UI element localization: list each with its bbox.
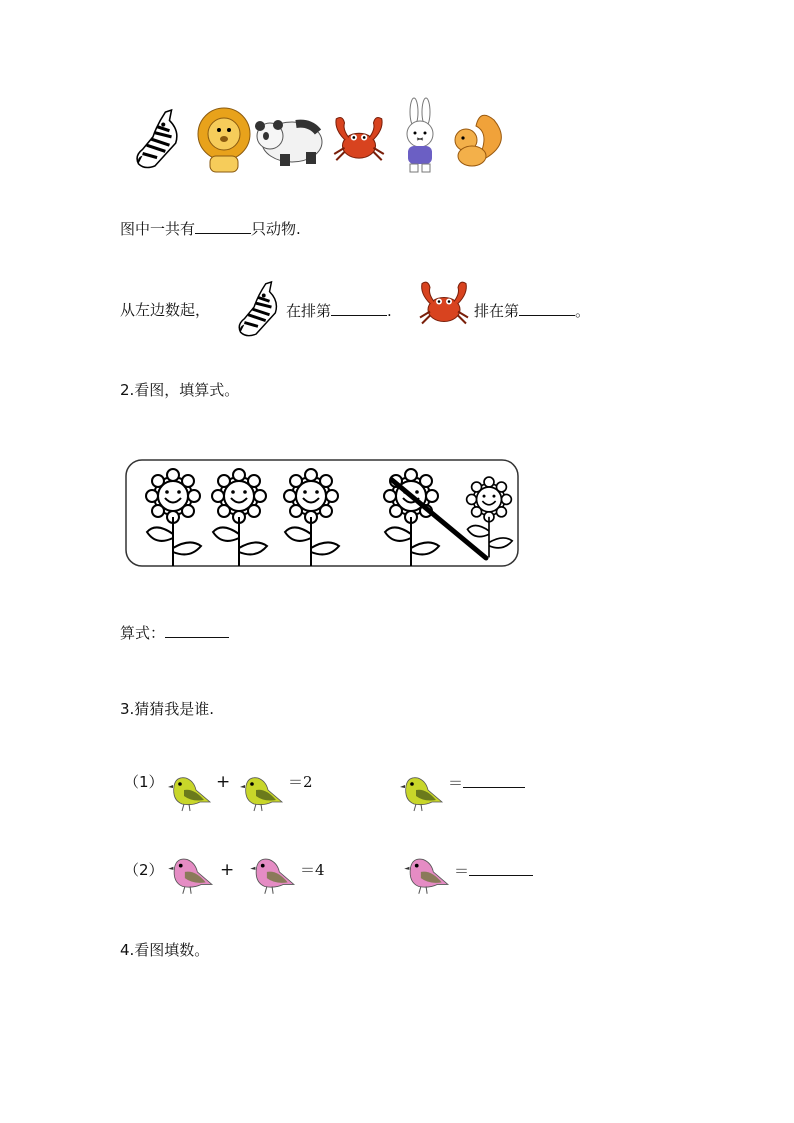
squirrel-icon [455,115,501,166]
crab-icon [334,117,384,160]
q4-title: 4.看图填数。 [120,941,210,959]
row1-label: （1） [124,773,164,791]
pink-bird-icon [398,852,450,896]
rabbit-icon [407,98,433,172]
row2-answer-blank[interactable] [469,860,533,876]
row2-answer [454,860,533,881]
formula-blank[interactable] [165,622,229,638]
crab-icon [414,274,474,332]
row2-answer-eq: ＝ [454,862,470,880]
zebra-icon [226,280,286,338]
end-mark: 。 [575,302,591,320]
yellow-bird-icon [162,772,212,812]
row2-equals: ＝4 [300,861,325,879]
crab-text: 排在第 [474,302,520,320]
dot: . [387,302,392,320]
row2-plus: + [220,860,235,880]
row1-plus: + [216,772,231,792]
sunflower-panel [122,458,520,568]
crab-position-line [474,300,590,321]
row1-answer-eq: ＝ [448,774,464,792]
count-prefix: 图中一共有 [120,220,196,238]
order-prefix: 从左边数起， [120,301,211,319]
count-blank[interactable] [195,218,251,234]
panda-icon [255,120,322,166]
order-line-start [120,300,210,320]
pink-bird-icon [244,852,296,896]
q2-title: 2.看图，填算式。 [120,381,240,399]
yellow-bird-icon [234,772,284,812]
lion-icon [198,108,250,172]
zebra-text: 在排第 [286,302,332,320]
q3-title: 3.猜猜我是谁. [120,700,215,718]
crab-position-blank[interactable] [519,300,575,316]
zebra-icon [137,110,177,167]
count-suffix: 只动物. [251,220,301,238]
formula-line [120,622,229,643]
animal-strip [120,96,504,176]
yellow-bird-icon [394,772,444,812]
row2-label: （2） [124,861,164,879]
zebra-position-line [286,300,392,321]
formula-label: 算式： [120,624,166,642]
zebra-position-blank[interactable] [331,300,387,316]
pink-bird-icon [162,852,214,896]
row1-equals: ＝2 [288,773,313,791]
animal-count-line [120,218,301,239]
row1-answer [448,772,525,793]
row1-answer-blank[interactable] [463,772,525,788]
